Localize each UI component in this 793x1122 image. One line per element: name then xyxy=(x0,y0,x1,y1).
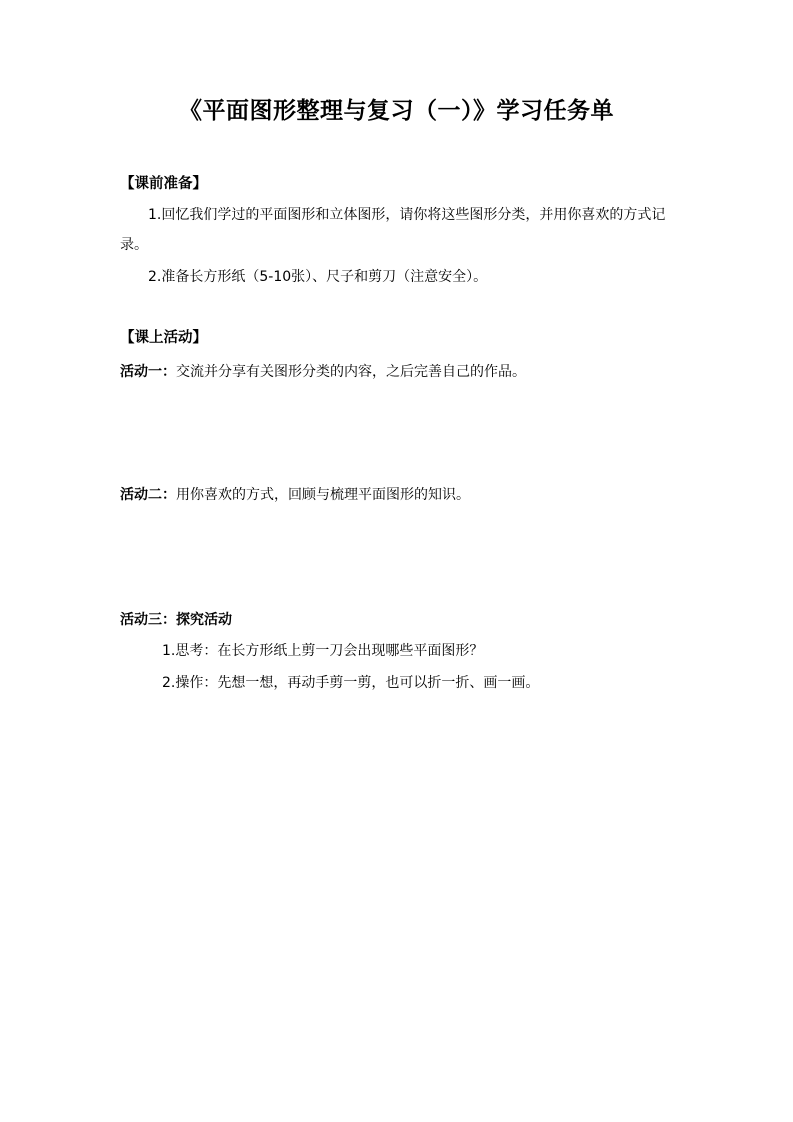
in-class-heading: 【课上活动】 xyxy=(120,330,207,346)
activity-3-label: 活动三：探究活动 xyxy=(120,612,232,628)
activity-3 xyxy=(120,609,680,631)
activity-2 xyxy=(120,484,680,506)
activity-1-label: 活动一： xyxy=(120,364,176,380)
activity-3-item-1: 1.思考：在长方形纸上剪一刀会出现哪些平面图形？ xyxy=(162,643,484,659)
pre-class-heading: 【课前准备】 xyxy=(120,176,207,192)
pre-class-item-2: 2.准备长方形纸（5-10张）、尺子和剪刀（注意安全）。 xyxy=(148,269,488,285)
activity-1 xyxy=(120,361,680,383)
activity-2-label: 活动二： xyxy=(120,487,176,503)
activity-3-item-2: 2.操作：先想一想，再动手剪一剪，也可以折一折、画一画。 xyxy=(162,675,540,691)
activity-1-text: 交流并分享有关图形分类的内容，之后完善自己的作品。 xyxy=(176,364,526,380)
document-title: 《平面图形整理与复习（一）》学习任务单 xyxy=(179,98,614,124)
pre-class-item-1: 1.回忆我们学过的平面图形和立体图形，请你将这些图形分类，并用你喜欢的方式记录。 xyxy=(120,207,666,253)
activity-2-text: 用你喜欢的方式，回顾与梳理平面图形的知识。 xyxy=(176,487,470,503)
